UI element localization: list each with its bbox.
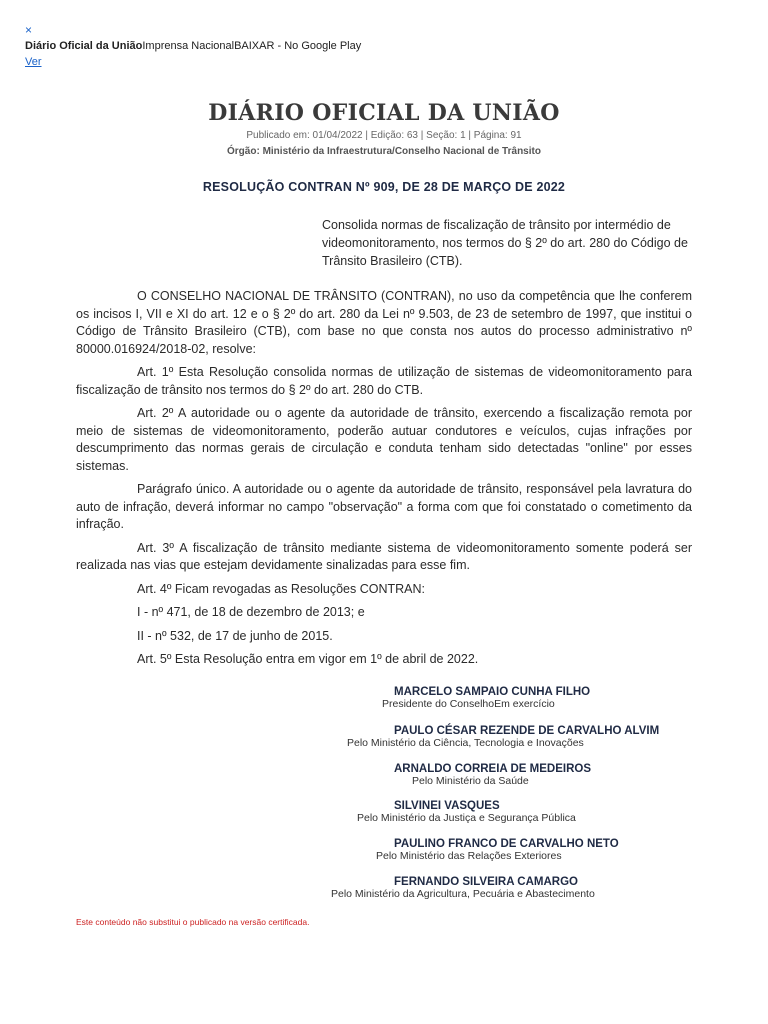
signatory-role: Pelo Ministério da Ciência, Tecnologia e Inovações [347,737,584,749]
signatory-name: SILVINEI VASQUES [394,800,500,812]
signatory [394,763,591,787]
paragraph-preamble: O CONSELHO NACIONAL DE TRÂNSITO (CONTRAN), no uso da competência que lhe conferem os incisos I, VII e XI do art. 12 e o § 2º do art. 280 da Lei nº 9.503, de 23 de setembro de 1997, que institui o Código de Trânsito Brasileiro (CTB), com base no que consta nos autos do processo administrativo nº 80000.016924/2018-02, resolve: [76,289,692,356]
signatory-name: PAULO CÉSAR REZENDE DE CARVALHO ALVIM [394,725,660,737]
paragraph-art-3: Art. 3º A fiscalização de trânsito mediante sistema de videomonitoramento somente poderá ser realizada nas vias que estejam devidamente sinalizadas para esse fim. [76,540,692,572]
publication-meta: Publicado em: 01/04/2022 | Edição: 63 | Seção: 1 | Página: 91 [246,130,522,141]
orgao-line: Órgão: Ministério da Infraestrutura/Conselho Nacional de Trânsito [227,146,541,157]
signatory-role: Pelo Ministério da Justiça e Segurança Pública [357,812,576,824]
paragraph-art-1: Art. 1º Esta Resolução consolida normas de utilização de sistemas de videomonitoramento para fiscalização de trânsito nos termos do § 2º do art. 280 do CTB. [76,365,692,397]
signatory [347,725,660,749]
view-link[interactable]: Ver [25,56,42,68]
paragraph-inciso-2: II - nº 532, de 17 de junho de 2015. [137,628,333,643]
signatory [376,838,619,862]
banner-line [25,38,361,54]
page-title: DIÁRIO OFICIAL DA UNIÃO [208,100,560,126]
app-banner [25,22,361,70]
signatory-role: Pelo Ministério da Saúde [412,775,529,787]
banner-download-text: BAIXAR - No Google Play [234,40,362,52]
banner-site-name: Diário Oficial da União [25,40,143,52]
paragraph-art-2: Art. 2º A autoridade ou o agente da autoridade de trânsito, exercendo a fiscalização remota por meio de sistemas de videomonitoramento, poderão autuar condutores e veículos, cujas infrações por descumprimento das normas gerais de circulação e conduta tenham sido detectadas "online" por esses sistemas. [76,406,692,473]
signatory-name: MARCELO SAMPAIO CUNHA FILHO [394,686,591,698]
signatory [357,800,576,824]
paragraph-art-5: Art. 5º Esta Resolução entra em vigor em 1º de abril de 2022. [137,652,479,666]
signatory [382,686,591,710]
ementa: Consolida normas de fiscalização de trânsito por intermédio de videomonitoramento, nos termos do § 2º do art. 280 do Código de Trânsito Brasileiro (CTB). [322,218,688,268]
signatory-name: ARNALDO CORREIA DE MEDEIROS [394,763,591,775]
signatory-role: Pelo Ministério da Agricultura, Pecuária e Abastecimento [331,888,595,900]
paragraph-unico: Parágrafo único. A autoridade ou o agente da autoridade de trânsito, responsável pela lavratura do auto de infração, deverá informar no campo "observação" a forma com que foi constatado o cometimento da infração. [76,482,692,531]
resolution-title: RESOLUÇÃO CONTRAN Nº 909, DE 28 DE MARÇO DE 2022 [202,180,566,194]
close-icon[interactable]: × [25,23,33,37]
signatory-role: Pelo Ministério das Relações Exteriores [376,850,562,862]
signatory-name: FERNANDO SILVEIRA CAMARGO [394,876,578,888]
paragraph-art-4: Art. 4º Ficam revogadas as Resoluções CONTRAN: [137,581,425,596]
signatory-role: Presidente do ConselhoEm exercício [382,698,555,710]
paragraph-inciso-1: I - nº 471, de 18 de dezembro de 2013; e [137,605,365,619]
signatory [331,876,595,900]
banner-provider: Imprensa Nacional [142,40,235,52]
document-body [76,288,692,675]
signatory-name: PAULINO FRANCO DE CARVALHO NETO [394,838,619,850]
certification-disclaimer: Este conteúdo não substitui o publicado na versão certificada. [76,917,310,927]
